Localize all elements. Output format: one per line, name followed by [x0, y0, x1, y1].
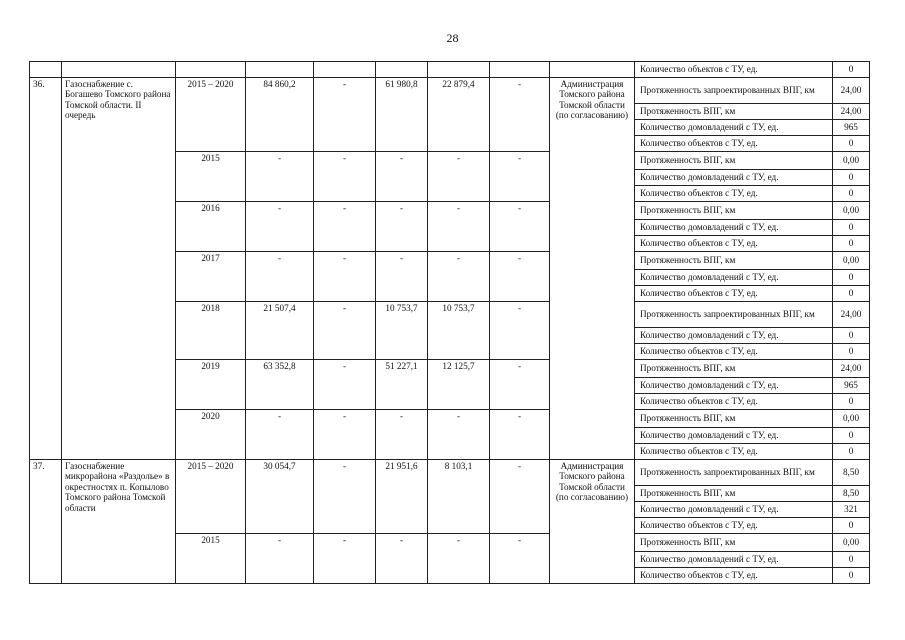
year-cell: 2016 [176, 202, 246, 252]
regional-cell: - [376, 410, 428, 460]
indicator-value: 965 [833, 120, 870, 136]
indicator-name: Количество домовладений с ТУ, ед. [635, 378, 833, 394]
extrabudget-cell: - [490, 460, 550, 534]
indicator-value: 0 [833, 328, 870, 344]
federal-cell: - [314, 202, 376, 252]
regional-cell: 61 980,8 [376, 78, 428, 152]
indicator-value: 0 [833, 518, 870, 534]
indicator-value: 24,00 [833, 104, 870, 120]
indicator-value: 0,00 [833, 202, 870, 220]
total-cell: 84 860,2 [246, 78, 314, 152]
indicator-value: 24,00 [833, 302, 870, 328]
indicator-name: Количество объектов с ТУ, ед. [635, 286, 833, 302]
extrabudget-cell: - [490, 152, 550, 202]
total-cell: 63 352,8 [246, 360, 314, 410]
indicator-name: Количество домовладений с ТУ, ед. [635, 552, 833, 568]
regional-cell: 51 227,1 [376, 360, 428, 410]
year-cell: 2015 – 2020 [176, 460, 246, 534]
indicator-value: 0,00 [833, 152, 870, 170]
responsible-org: Администрация Томского района Томской области (по согласованию) [550, 78, 635, 460]
indicator-name: Количество объектов с ТУ, ед. [635, 344, 833, 360]
indicator-value: 24,00 [833, 78, 870, 104]
indicator-name: Протяженность ВПГ, км [635, 202, 833, 220]
indicator-name: Протяженность ВПГ, км [635, 152, 833, 170]
local-cell: 12 125,7 [428, 360, 490, 410]
table-row [30, 460, 870, 486]
entry-number: 37. [30, 460, 62, 584]
indicator-name: Протяженность ВПГ, км [635, 252, 833, 270]
extrabudget-cell: - [490, 78, 550, 152]
total-cell: 21 507,4 [246, 302, 314, 360]
regional-cell: 21 951,6 [376, 460, 428, 534]
federal-cell: - [314, 360, 376, 410]
indicator-value: 0,00 [833, 534, 870, 552]
entry-number: 36. [30, 78, 62, 460]
year-cell: 2018 [176, 302, 246, 360]
entry-name: Газоснабжение с. Богашево Томского района Томской области. II очередь [62, 78, 176, 460]
indicator-value: 0 [833, 428, 870, 444]
year-cell: 2017 [176, 252, 246, 302]
indicator-name: Количество домовладений с ТУ, ед. [635, 220, 833, 236]
local-cell: 8 103,1 [428, 460, 490, 534]
indicator-name: Количество домовладений с ТУ, ед. [635, 428, 833, 444]
table-row [30, 78, 870, 104]
total-cell: - [246, 534, 314, 584]
indicator-value: 0 [833, 62, 870, 78]
indicator-value: 0 [833, 552, 870, 568]
local-cell: - [428, 252, 490, 302]
indicator-name: Протяженность ВПГ, км [635, 410, 833, 428]
entry-name: Газоснабжение микрорайона «Раздолье» в окрестностях п. Копылово Томского района Томской области [62, 460, 176, 584]
total-cell: - [246, 152, 314, 202]
indicator-name: Количество объектов с ТУ, ед. [635, 136, 833, 152]
indicator-name: Количество домовладений с ТУ, ед. [635, 170, 833, 186]
extrabudget-cell: - [490, 360, 550, 410]
regional-cell: - [376, 202, 428, 252]
indicator-name: Протяженность запроектированных ВПГ, км [635, 302, 833, 328]
indicator-value: 0 [833, 136, 870, 152]
local-cell: 10 753,7 [428, 302, 490, 360]
indicator-value: 0 [833, 394, 870, 410]
year-cell: 2015 – 2020 [176, 78, 246, 152]
local-cell: 22 879,4 [428, 78, 490, 152]
indicator-name: Количество объектов с ТУ, ед. [635, 236, 833, 252]
indicator-value: 0 [833, 186, 870, 202]
federal-cell: - [314, 410, 376, 460]
local-cell: - [428, 534, 490, 584]
federal-cell: - [314, 152, 376, 202]
year-cell: 2019 [176, 360, 246, 410]
indicator-name: Количество объектов с ТУ, ед. [635, 518, 833, 534]
extrabudget-cell: - [490, 202, 550, 252]
extrabudget-cell: - [490, 252, 550, 302]
federal-cell: - [314, 252, 376, 302]
federal-cell: - [314, 460, 376, 534]
indicator-value: 24,00 [833, 360, 870, 378]
indicator-name: Количество объектов с ТУ, ед. [635, 394, 833, 410]
indicator-value: 8,50 [833, 486, 870, 502]
total-cell: - [246, 202, 314, 252]
page-number: 28 [446, 31, 459, 45]
regional-cell: - [376, 534, 428, 584]
indicator-value: 0,00 [833, 252, 870, 270]
indicator-name: Количество домовладений с ТУ, ед. [635, 270, 833, 286]
federal-cell: - [314, 534, 376, 584]
carry-over-row [30, 62, 870, 78]
indicator-value: 0 [833, 170, 870, 186]
indicator-name: Протяженность ВПГ, км [635, 534, 833, 552]
local-cell: - [428, 152, 490, 202]
indicator-name: Протяженность ВПГ, км [635, 360, 833, 378]
indicator-value: 0 [833, 286, 870, 302]
total-cell: - [246, 252, 314, 302]
indicator-name: Количество объектов с ТУ, ед. [635, 444, 833, 460]
indicator-value: 8,50 [833, 460, 870, 486]
indicator-value: 321 [833, 502, 870, 518]
indicator-name: Количество объектов с ТУ, ед. [635, 186, 833, 202]
indicator-name: Протяженность ВПГ, км [635, 104, 833, 120]
indicator-name: Количество объектов с ТУ, ед. [635, 568, 833, 584]
total-cell: - [246, 410, 314, 460]
indicator-value: 0 [833, 568, 870, 584]
indicator-name: Протяженность запроектированных ВПГ, км [635, 78, 833, 104]
extrabudget-cell: - [490, 302, 550, 360]
indicator-name: Количество домовладений с ТУ, ед. [635, 502, 833, 518]
indicator-value: 0,00 [833, 410, 870, 428]
indicator-name: Количество домовладений с ТУ, ед. [635, 328, 833, 344]
responsible-org: Администрация Томского района Томской области (по согласованию) [550, 460, 635, 584]
extrabudget-cell: - [490, 534, 550, 584]
indicator-value: 0 [833, 444, 870, 460]
regional-cell: - [376, 152, 428, 202]
local-cell: - [428, 202, 490, 252]
indicator-value: 965 [833, 378, 870, 394]
indicator-value: 0 [833, 236, 870, 252]
federal-cell: - [314, 78, 376, 152]
indicator-value: 0 [833, 270, 870, 286]
federal-cell: - [314, 302, 376, 360]
year-cell: 2020 [176, 410, 246, 460]
program-table [29, 61, 870, 584]
indicator-value: 0 [833, 220, 870, 236]
indicator-name: Протяженность запроектированных ВПГ, км [635, 460, 833, 486]
extrabudget-cell: - [490, 410, 550, 460]
regional-cell: - [376, 252, 428, 302]
local-cell: - [428, 410, 490, 460]
indicator-name: Количество объектов с ТУ, ед. [635, 62, 833, 78]
indicator-name: Протяженность ВПГ, км [635, 486, 833, 502]
year-cell: 2015 [176, 534, 246, 584]
total-cell: 30 054,7 [246, 460, 314, 534]
regional-cell: 10 753,7 [376, 302, 428, 360]
indicator-name: Количество домовладений с ТУ, ед. [635, 120, 833, 136]
year-cell: 2015 [176, 152, 246, 202]
indicator-value: 0 [833, 344, 870, 360]
